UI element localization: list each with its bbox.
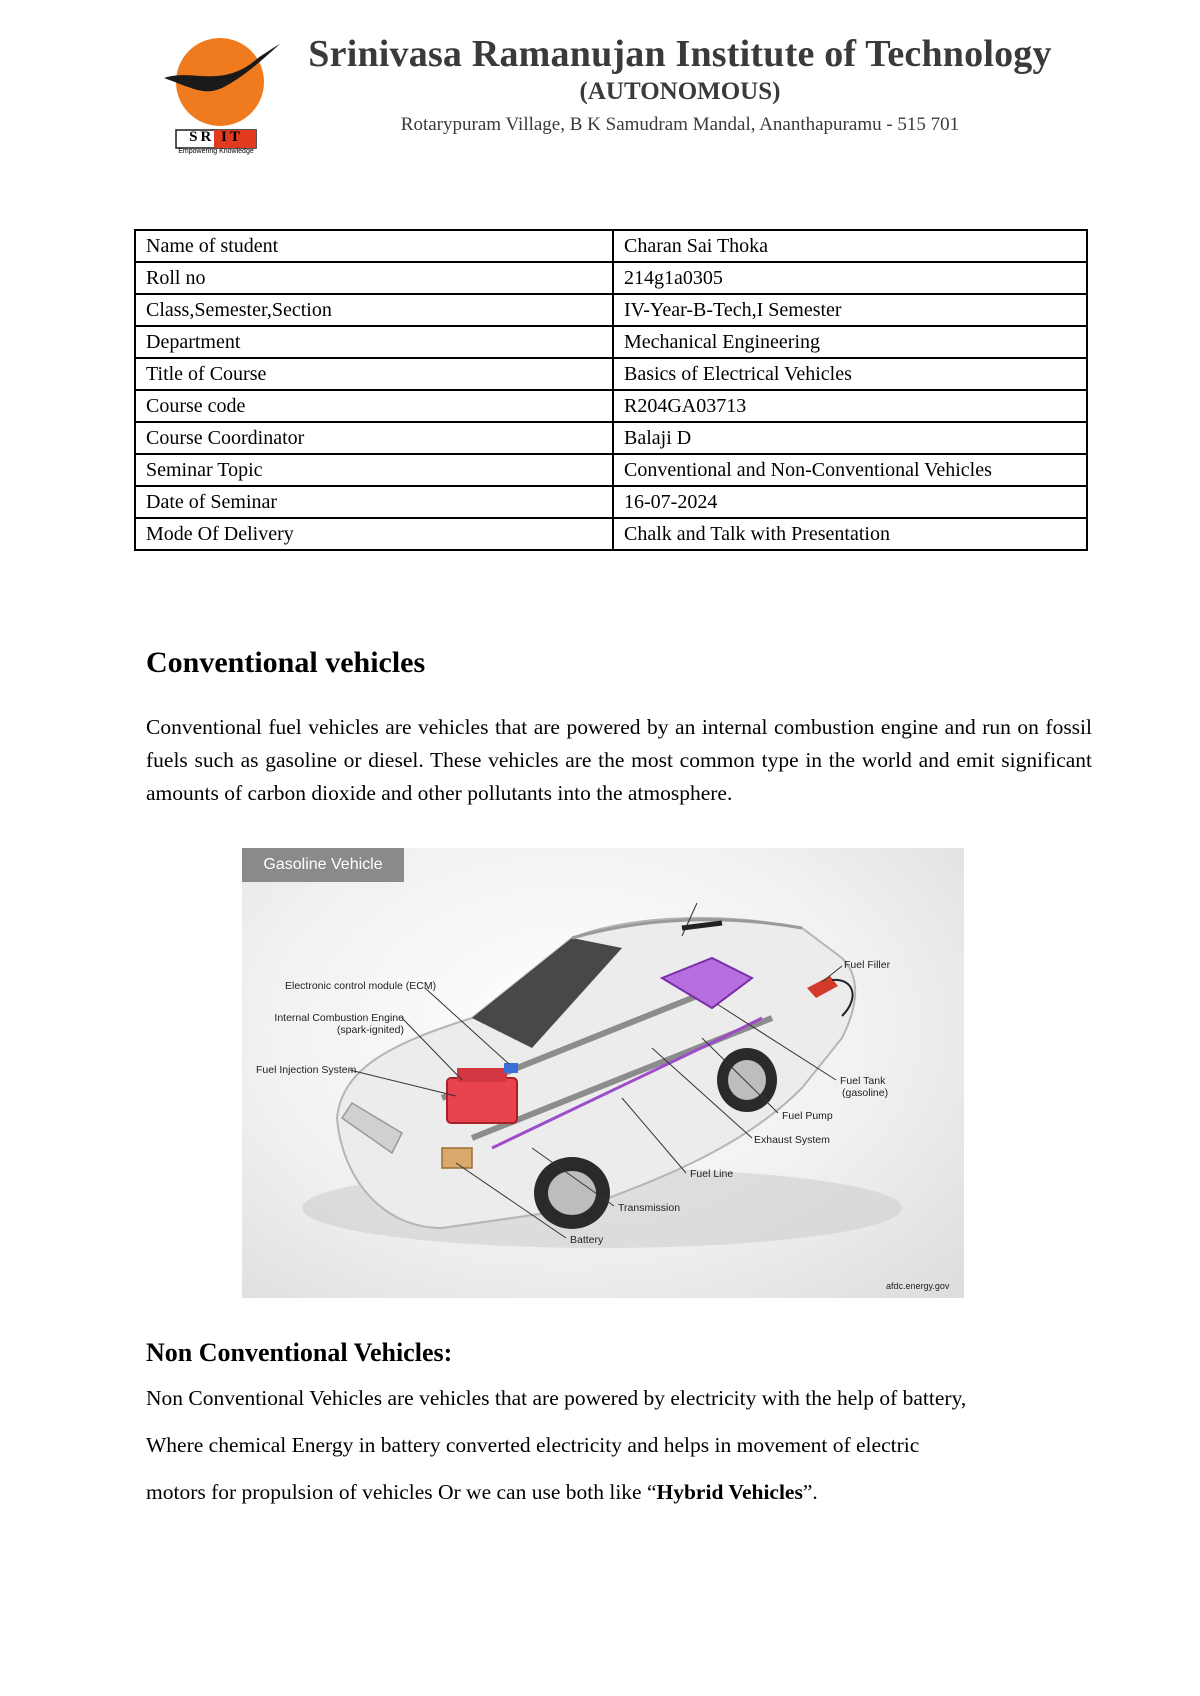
info-value: 16-07-2024 (613, 486, 1087, 518)
info-row (135, 422, 1087, 454)
conventional-paragraph: Conventional fuel vehicles are vehicles that are powered by an internal combustion engine and run on fossil fuels such as gasoline or diesel. These vehicles are the most common type in the world and emit significant amounts of carbon dioxide and other pollutants into the atmosphere. (146, 715, 1092, 805)
label-tank-title: Fuel Tank (840, 1075, 886, 1087)
info-label: Course Coordinator (135, 422, 613, 454)
gasoline-vehicle-diagram (242, 848, 964, 1298)
label-tank (840, 1075, 888, 1099)
label-ice (270, 1012, 404, 1036)
institute-logo (162, 30, 282, 160)
info-label: Roll no (135, 262, 613, 294)
institute-name: Srinivasa Ramanujan Institute of Technology (308, 33, 1052, 75)
figure-tag: Gasoline Vehicle (242, 848, 404, 882)
label-injection: Fuel Injection System (256, 1064, 357, 1076)
logo-tagline: Empowering Knowledge (178, 148, 254, 155)
info-label: Mode Of Delivery (135, 518, 613, 550)
figure-credit: afdc.energy.gov (886, 1281, 950, 1291)
label-fuel-line: Fuel Line (690, 1168, 734, 1180)
info-row (135, 454, 1087, 486)
label-battery: Battery (570, 1234, 604, 1246)
line-3-text: motors for propulsion of vehicles Or we can use both like “ (146, 1480, 657, 1504)
non-conventional-line-3 (146, 1480, 818, 1505)
autonomous-label: (AUTONOMOUS) (579, 78, 781, 105)
info-row (135, 230, 1087, 262)
label-pump: Fuel Pump (782, 1110, 833, 1122)
line-3-end: ”. (802, 1480, 818, 1504)
logo-text: SR IT (189, 129, 243, 145)
label-filler: Fuel Filler (844, 959, 891, 971)
info-value: Balaji D (613, 422, 1087, 454)
info-label: Title of Course (135, 358, 613, 390)
conventional-heading: Conventional vehicles (146, 646, 426, 679)
hybrid-vehicles-term: Hybrid Vehicles (656, 1480, 803, 1504)
info-row (135, 326, 1087, 358)
label-ice-sub: (spark-ignited) (336, 1024, 404, 1036)
info-label: Class,Semester,Section (135, 294, 613, 326)
info-value: Mechanical Engineering (613, 326, 1087, 358)
institute-address: Rotarypuram Village, B K Samudram Mandal, Ananthapuramu - 515 701 (400, 114, 960, 135)
label-exhaust: Exhaust System (754, 1134, 830, 1146)
info-row (135, 518, 1087, 550)
label-ecm: Electronic control module (ECM) (285, 980, 437, 992)
info-label: Date of Seminar (135, 486, 613, 518)
label-ice-title: Internal Combustion Engine (274, 1012, 404, 1024)
label-transmission: Transmission (618, 1202, 681, 1214)
info-label: Course code (135, 390, 613, 422)
info-value: 214g1a0305 (613, 262, 1087, 294)
label-tank-sub: (gasoline) (842, 1087, 889, 1099)
info-row (135, 262, 1087, 294)
info-value: IV-Year-B-Tech,I Semester (613, 294, 1087, 326)
info-label: Department (135, 326, 613, 358)
info-row (135, 358, 1087, 390)
student-info-table (134, 229, 1088, 551)
info-value: Charan Sai Thoka (613, 230, 1087, 262)
info-value: Conventional and Non-Conventional Vehicles (613, 454, 1087, 486)
non-conventional-heading: Non Conventional Vehicles: (146, 1338, 453, 1367)
info-label: Name of student (135, 230, 613, 262)
info-row (135, 486, 1087, 518)
non-conventional-line-1: Non Conventional Vehicles are vehicles that are powered by electricity with the help of battery, (146, 1386, 967, 1410)
info-value: Basics of Electrical Vehicles (613, 358, 1087, 390)
info-label: Seminar Topic (135, 454, 613, 486)
info-row (135, 390, 1087, 422)
info-value: Chalk and Talk with Presentation (613, 518, 1087, 550)
info-row (135, 294, 1087, 326)
info-value: R204GA03713 (613, 390, 1087, 422)
non-conventional-line-2: Where chemical Energy in battery converted electricity and helps in movement of electric (146, 1433, 920, 1457)
